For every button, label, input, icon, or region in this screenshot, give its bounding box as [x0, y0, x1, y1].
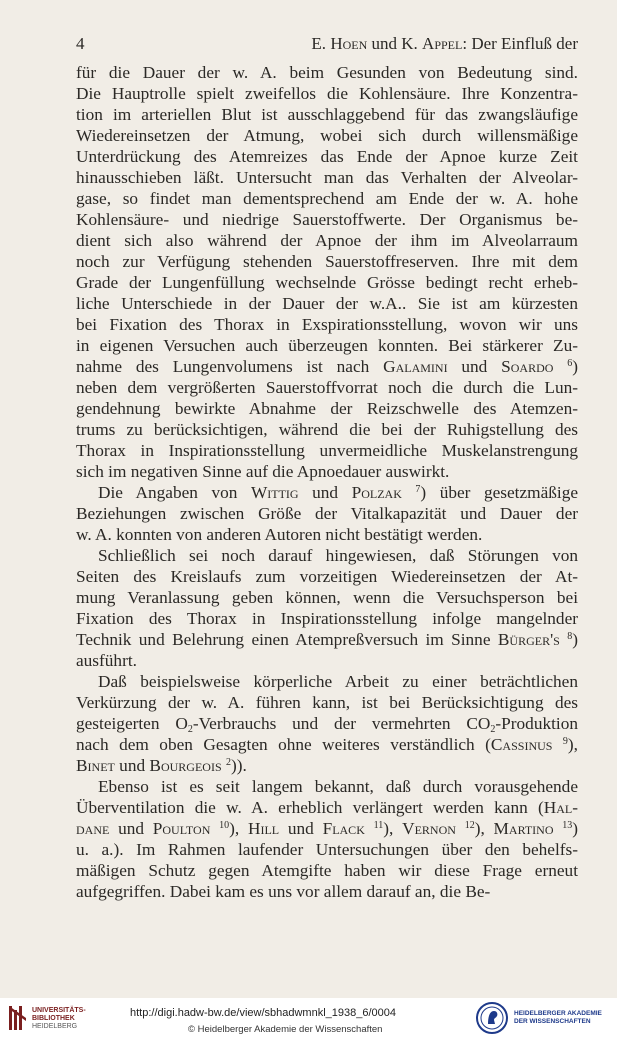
- text-line: in eigenen Versuchen auch überzeugen konnten. Bei stärkerer Zu-: [76, 336, 578, 355]
- footnote-ref: 10: [219, 820, 230, 831]
- text-line: bei Fixation des Thorax in Exspirationsstellung, wovon wir uns: [76, 315, 578, 334]
- author-name: Cassinus: [490, 735, 553, 754]
- footnote-ref: 13: [562, 820, 573, 831]
- footnote-ref: 11: [373, 820, 384, 831]
- text-line: gendehnung bewirkte Abnahme der Reizschwelle des Atemzen-: [76, 399, 578, 418]
- running-title: [311, 34, 578, 54]
- subscript: 2: [187, 724, 193, 735]
- text-line: nach dem oben Gesagten ohne weiteres verständlich (Cassinus $^9$),: [76, 735, 578, 754]
- text-line: mäßigen Schutz gegen Atemgifte haben wir diese Frage erneut: [76, 861, 578, 880]
- text-line: Technik und Belehrung einen Atempreßversuch im Sinne Bürger's $^8$): [76, 630, 578, 649]
- text-line: sich im negativen Sinne auf die Apnoedauer auswirkt.: [76, 462, 450, 481]
- permalink-url[interactable]: http://digi.hadw-bw.de/view/sbhadwmnkl_1938_6/0004: [130, 1007, 397, 1019]
- text-line: Überventilation die w. A. erheblich verlängert werden kann (Hal-: [76, 798, 578, 817]
- author-name: Wittig: [250, 483, 299, 502]
- university-library-logo-icon: [8, 1004, 28, 1032]
- running-header: [76, 34, 578, 56]
- text-line: Die Angaben von Wittig und Polzak $^7$) über gesetzmäßige: [98, 483, 579, 502]
- text-line: noch zur Verfügung stehenden Sauerstoffreserven. Ihre mit dem: [76, 252, 578, 271]
- author-name: Poulton: [152, 819, 211, 838]
- running-title-author1: Hoen: [330, 34, 368, 53]
- text-line: Verkürzung der w. A. führen kann, ist bei Berücksichtigung des: [76, 693, 578, 712]
- text-line: u. a.). Im Rahmen laufender Untersuchungen über den behelfs-: [76, 840, 578, 859]
- running-title-author2: Appel: [422, 34, 463, 53]
- footnote-ref: 8: [567, 631, 573, 642]
- running-title-pre: E.: [311, 34, 331, 53]
- text-line: Unterdrückung des Atemreizes das Ende der Apnoe kurze Zeit: [76, 147, 578, 166]
- footnote-ref: 7: [415, 484, 421, 495]
- footnote-ref: 9: [562, 736, 568, 747]
- paragraph: [76, 545, 582, 671]
- text-line: liche Unterschiede in der Dauer der w.A.. Sie ist am kürzesten: [76, 294, 578, 313]
- ub-line3: HEIDELBERG: [32, 1023, 78, 1030]
- text-line: Ebenso ist es seit langem bekannt, daß durch vorausgehende: [98, 777, 578, 796]
- text-line: dient sich also während der Apnoe der ihm im Alveolarraum: [76, 231, 578, 250]
- body-text: [76, 62, 582, 902]
- text-line: Kohlensäure- und niedrige Sauerstoffwerte. Der Organismus be-: [76, 210, 578, 229]
- text-line: Fixation des Thorax in Inspirationsstellung infolge mangelnder: [76, 609, 578, 628]
- author-name: Vernon: [402, 819, 456, 838]
- page-number: 4: [76, 34, 85, 53]
- author-name: Polzak: [351, 483, 402, 502]
- text-line: für die Dauer der w. A. beim Gesunden von Bedeutung sind.: [76, 63, 578, 82]
- academy-line2: DER WISSENSCHAFTEN: [514, 1018, 591, 1025]
- text-line: Schließlich sei noch darauf hingewiesen, daß Störungen von: [98, 546, 578, 565]
- academy-seal-icon: [476, 1002, 508, 1034]
- text-line: Thorax in Inspirationsstellung unvermeidliche Muskelanstrengung: [76, 441, 578, 460]
- text-line: nahme des Lungenvolumens ist nach Galamini und Soardo $^6$): [76, 357, 578, 376]
- text-line: aufgegriffen. Dabei kam es uns vor allem darauf an, die Be-: [76, 882, 491, 901]
- running-title-post: : Der Einfluß der: [462, 34, 578, 53]
- text-line: tion im arteriellen Blut ist ausschlaggebend für das zwangsläufige: [76, 105, 578, 124]
- text-line: Die Hauptrolle spielt zweifellos die Kohlensäure. Ihre Konzentra-: [76, 84, 578, 103]
- text-line: trums zu berücksichtigen, während die bei der Ruhigstellung des: [76, 420, 578, 439]
- text-line: Seiten des Kreislaufs zum vorzeitigen Wiedereinsetzen der At-: [76, 567, 578, 586]
- author-name: Bourgeois: [149, 756, 222, 775]
- paragraph: [76, 482, 582, 545]
- paragraph: [76, 671, 582, 776]
- ub-line1: UNIVERSITÄTS-: [32, 1007, 86, 1014]
- text-line: Wiedereinsetzen der Atmung, wobei sich durch willensmäßige: [76, 126, 578, 145]
- paragraph: [76, 776, 582, 902]
- footnote-ref: 2: [225, 757, 231, 768]
- author-name: Hal-: [543, 798, 578, 817]
- footer-bar: [0, 998, 617, 1041]
- academy-name: [514, 1010, 602, 1026]
- footnote-ref: 6: [567, 358, 573, 369]
- text-line: w. A. konnten von anderen Autoren nicht bestätigt werden.: [76, 525, 483, 544]
- academy-line1: HEIDELBERGER AKADEMIE: [514, 1010, 602, 1017]
- university-library-name: [32, 1007, 86, 1031]
- author-name: Hill: [248, 819, 280, 838]
- text-line: mung Veranlassung geben können, wenn die Versuchsperson bei: [76, 588, 578, 607]
- subscript: 2: [490, 724, 496, 735]
- footnote-ref: 12: [464, 820, 475, 831]
- author-name: Galamini: [383, 357, 448, 376]
- author-name: Martino: [493, 819, 554, 838]
- text-line: Grade der Lungenfüllung wechselnde Grösse bedingt recht erheb-: [76, 273, 578, 292]
- text-line: Beziehungen zwischen Größe der Vitalkapazität und Dauer der: [76, 504, 578, 523]
- running-title-middle: und K.: [367, 34, 423, 53]
- text-line: ausführt.: [76, 651, 137, 670]
- author-name: Soardo: [501, 357, 554, 376]
- text-line: dane und Poulton $^{10}$), Hill und Flack $^{11}$), Vernon $^{12}$), Martino $^{13}$): [76, 819, 579, 838]
- author-name: Bürger's: [497, 630, 560, 649]
- text-line: gesteigerten $O_2$-Verbrauchs und der vermehrten $CO_2$-Produktion: [76, 714, 578, 735]
- text-line: gase, so findet man dementsprechend am Ende der w. A. hohe: [76, 189, 578, 208]
- text-line: neben dem vergrößerten Sauerstoffvorrat noch die durch die Lun-: [76, 378, 578, 397]
- text-line: Binet und Bourgeois $^2$)).: [76, 756, 247, 775]
- author-name: Binet: [76, 756, 115, 775]
- copyright-notice: © Heidelberger Akademie der Wissenschaften: [188, 1024, 383, 1035]
- author-name: dane: [76, 819, 110, 838]
- text-line: hinausschieben läßt. Untersucht man das Verhalten der Alveolar-: [76, 168, 578, 187]
- author-name: Flack: [322, 819, 365, 838]
- text-line: Daß beispielsweise körperliche Arbeit zu einer beträchtlichen: [98, 672, 578, 691]
- ub-line2: BIBLIOTHEK: [32, 1015, 75, 1022]
- paragraph: [76, 62, 582, 482]
